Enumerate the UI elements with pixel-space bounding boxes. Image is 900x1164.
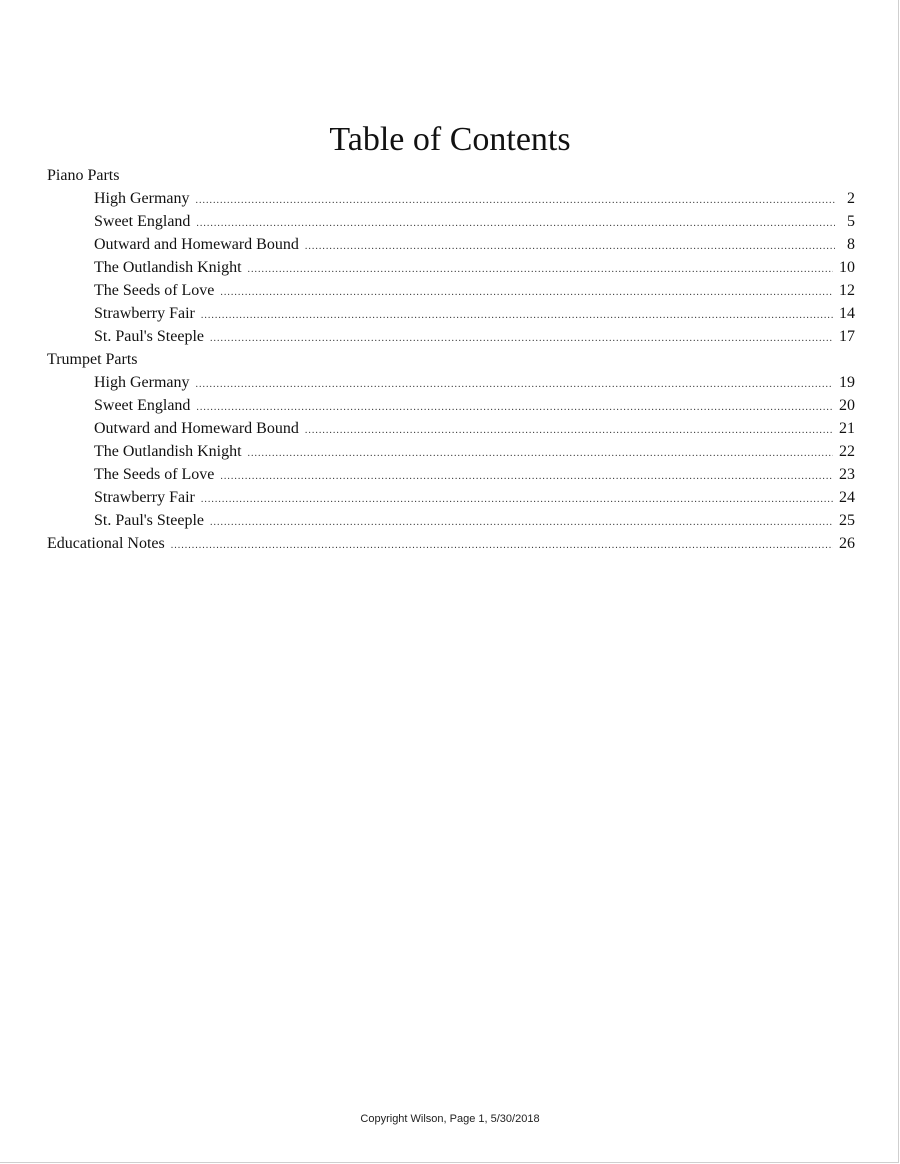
dot-leader	[220, 281, 833, 304]
toc-entry-page: 21	[839, 420, 855, 437]
dot-leader	[248, 258, 833, 281]
toc-entry[interactable]	[47, 486, 855, 509]
toc-entry-label: Strawberry Fair	[94, 489, 195, 506]
toc-entry-page: 20	[839, 397, 855, 414]
toc-entry[interactable]	[47, 256, 855, 279]
page-footer: Copyright Wilson, Page 1, 5/30/2018	[360, 1113, 540, 1125]
dot-leader	[248, 442, 833, 465]
dot-leader	[210, 511, 833, 534]
toc-entry-page: 25	[839, 512, 855, 529]
toc-entry-label: The Outlandish Knight	[94, 259, 242, 276]
dot-leader	[305, 235, 835, 258]
toc-entry-page: 12	[839, 282, 855, 299]
dot-leader	[196, 373, 833, 396]
dot-leader	[196, 189, 835, 212]
toc-entry-label: Strawberry Fair	[94, 305, 195, 322]
toc-entry-page: 19	[839, 374, 855, 391]
toc-entry-page: 24	[839, 489, 855, 506]
toc-entry[interactable]	[47, 233, 855, 256]
toc-entry-page: 8	[847, 236, 855, 253]
toc-entry-page: 2	[847, 190, 855, 207]
toc-entry-label: Sweet England	[94, 213, 191, 230]
dot-leader	[171, 534, 833, 557]
dot-leader	[220, 465, 833, 488]
toc-entry-label: Educational Notes	[47, 535, 165, 552]
toc-entry-page: 14	[839, 305, 855, 322]
toc-entry-page: 5	[847, 213, 855, 230]
page-title: Table of Contents	[329, 121, 571, 158]
toc-entry[interactable]	[47, 187, 855, 210]
toc-entry-label: The Seeds of Love	[94, 466, 215, 483]
dot-leader	[196, 396, 833, 419]
toc-entry-label: Outward and Homeward Bound	[94, 420, 299, 437]
toc-entry[interactable]	[47, 371, 855, 394]
dot-leader	[201, 488, 833, 511]
toc-entry-label: St. Paul's Steeple	[94, 328, 204, 345]
toc-entry-page: 22	[839, 443, 855, 460]
dot-leader	[196, 212, 835, 235]
toc-entry-page: 23	[839, 466, 855, 483]
toc-entry[interactable]	[47, 394, 855, 417]
toc-entry-label: St. Paul's Steeple	[94, 512, 204, 529]
section-heading-trumpet-parts: Trumpet Parts	[47, 351, 138, 368]
toc-entry[interactable]	[47, 440, 855, 463]
toc-entry[interactable]	[47, 463, 855, 486]
toc-entry-page: 26	[839, 535, 855, 552]
toc-entry[interactable]	[47, 279, 855, 302]
dot-leader	[201, 304, 833, 327]
toc-entry-educational-notes[interactable]	[47, 532, 855, 555]
toc-entry-page: 17	[839, 328, 855, 345]
toc-entry-page: 10	[839, 259, 855, 276]
toc-entry[interactable]	[47, 417, 855, 440]
toc-entry-label: High Germany	[94, 374, 190, 391]
dot-leader	[210, 327, 833, 350]
section-heading-piano-parts: Piano Parts	[47, 167, 120, 184]
dot-leader	[305, 419, 833, 442]
toc-entry-label: The Seeds of Love	[94, 282, 215, 299]
toc-entry-label: Outward and Homeward Bound	[94, 236, 299, 253]
toc-entry[interactable]	[47, 302, 855, 325]
toc-entry-label: High Germany	[94, 190, 190, 207]
toc-entry[interactable]	[47, 509, 855, 532]
toc-entry-label: Sweet England	[94, 397, 191, 414]
toc-entry[interactable]	[47, 210, 855, 233]
toc-entry-label: The Outlandish Knight	[94, 443, 242, 460]
table-of-contents	[47, 164, 855, 555]
toc-entry[interactable]	[47, 325, 855, 348]
